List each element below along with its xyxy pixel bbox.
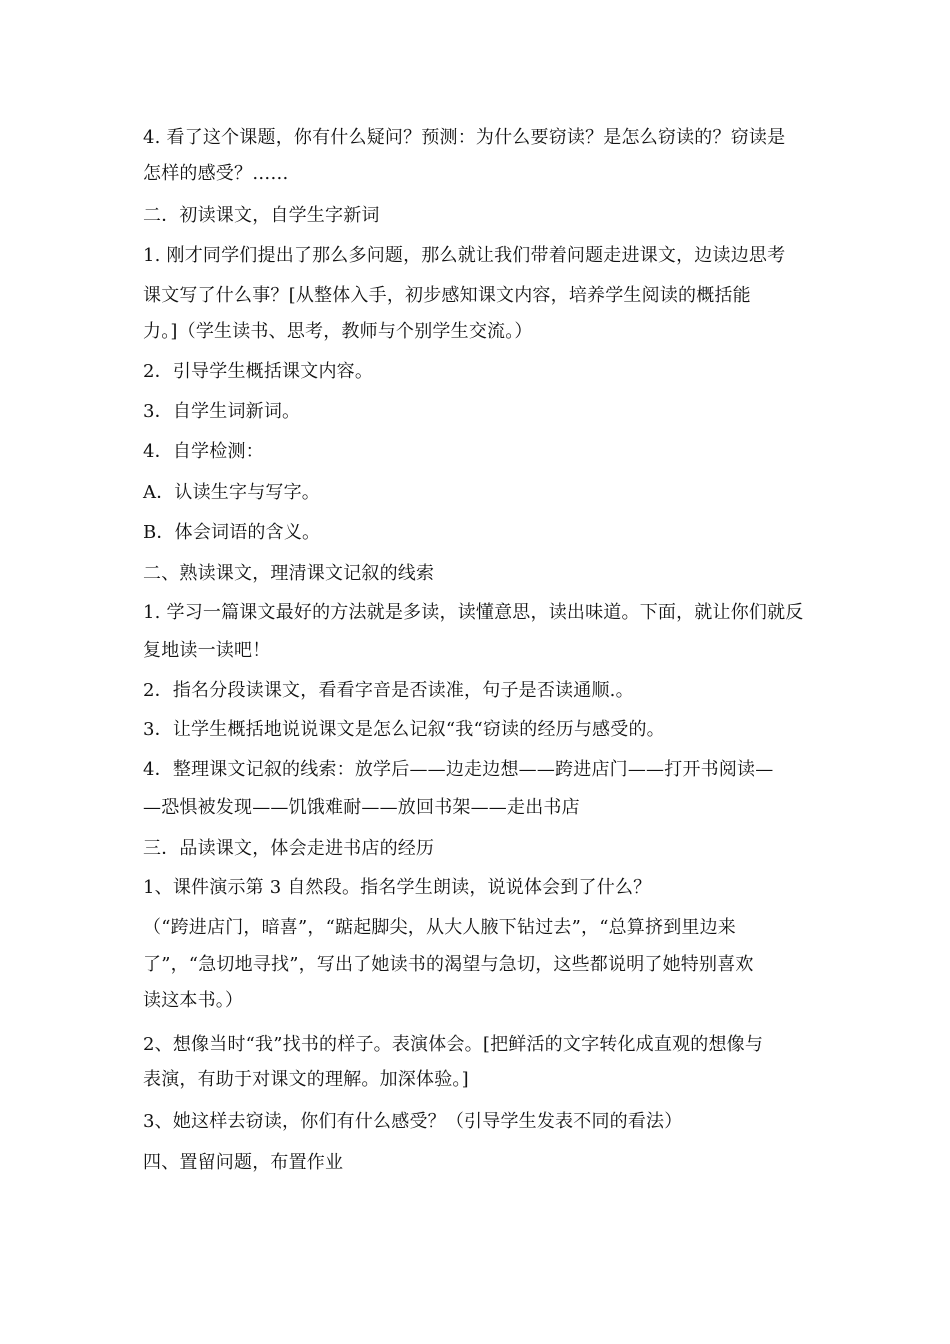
text-line: 力。]（学生读书、思考，教师与个别学生交流。） [143,321,533,342]
text-line: 3、她这样去窃读，你们有什么感受？（引导学生发表不同的看法） [143,1111,683,1132]
text-line: 2．引导学生概括课文内容。 [143,361,374,382]
section-heading: 二．初读课文，自学生字新词 [143,205,380,226]
text-line: 课文写了什么事？[从整体入手，初步感知课文内容，培养学生阅读的概括能 [143,285,751,306]
section-heading: 二、熟读课文，理清课文记叙的线索 [143,563,435,584]
section-heading: 四、置留问题，布置作业 [143,1152,344,1173]
text-line: —恐惧被发现——饥饿难耐——放回书架——走出书店 [143,797,580,818]
text-line: B．体会词语的含义。 [143,522,321,543]
text-line: 2、想像当时“我”找书的样子。表演体会。[把鲜活的文字转化成直观的想像与 [143,1034,764,1055]
text-line: 3．自学生词新词。 [143,401,301,422]
text-line: 1. 学习一篇课文最好的方法就是多读，读懂意思，读出味道。下面，就让你们就反 [143,602,804,623]
text-line: 1、课件演示第 3 自然段。指名学生朗读，说说体会到了什么？ [143,877,652,898]
text-line: 表演，有助于对课文的理解。加深体验。] [143,1069,469,1090]
text-line: 4．自学检测： [143,441,264,462]
section-heading: 三．品读课文，体会走进书店的经历 [143,838,435,859]
text-line: 怎样的感受？…… [143,163,289,184]
text-line: （“跨进店门，暗喜”，“踮起脚尖，从大人腋下钻过去”，“总算挤到里边来 [143,917,737,938]
text-line: 复地读一读吧！ [143,640,271,661]
text-line: 4. 看了这个课题，你有什么疑问？预测：为什么要窃读？是怎么窃读的？窃读是 [143,127,786,148]
text-line: 4．整理课文记叙的线索：放学后——边走边想——跨进店门——打开书阅读— [143,759,774,780]
text-line: 2．指名分段读课文，看看字音是否读准，句子是否读通顺.。 [143,680,634,701]
text-line: 3．让学生概括地说说课文是怎么记叙“我“窃读的经历与感受的。 [143,719,665,740]
text-line: A．认读生字与写字。 [143,482,320,503]
text-line: 读这本书。） [143,990,244,1011]
text-line: 了”，“急切地寻找”，写出了她读书的渴望与急切，这些都说明了她特别喜欢 [143,954,754,975]
text-line: 1. 刚才同学们提出了那么多问题，那么就让我们带着问题走进课文，边读边思考 [143,245,786,266]
